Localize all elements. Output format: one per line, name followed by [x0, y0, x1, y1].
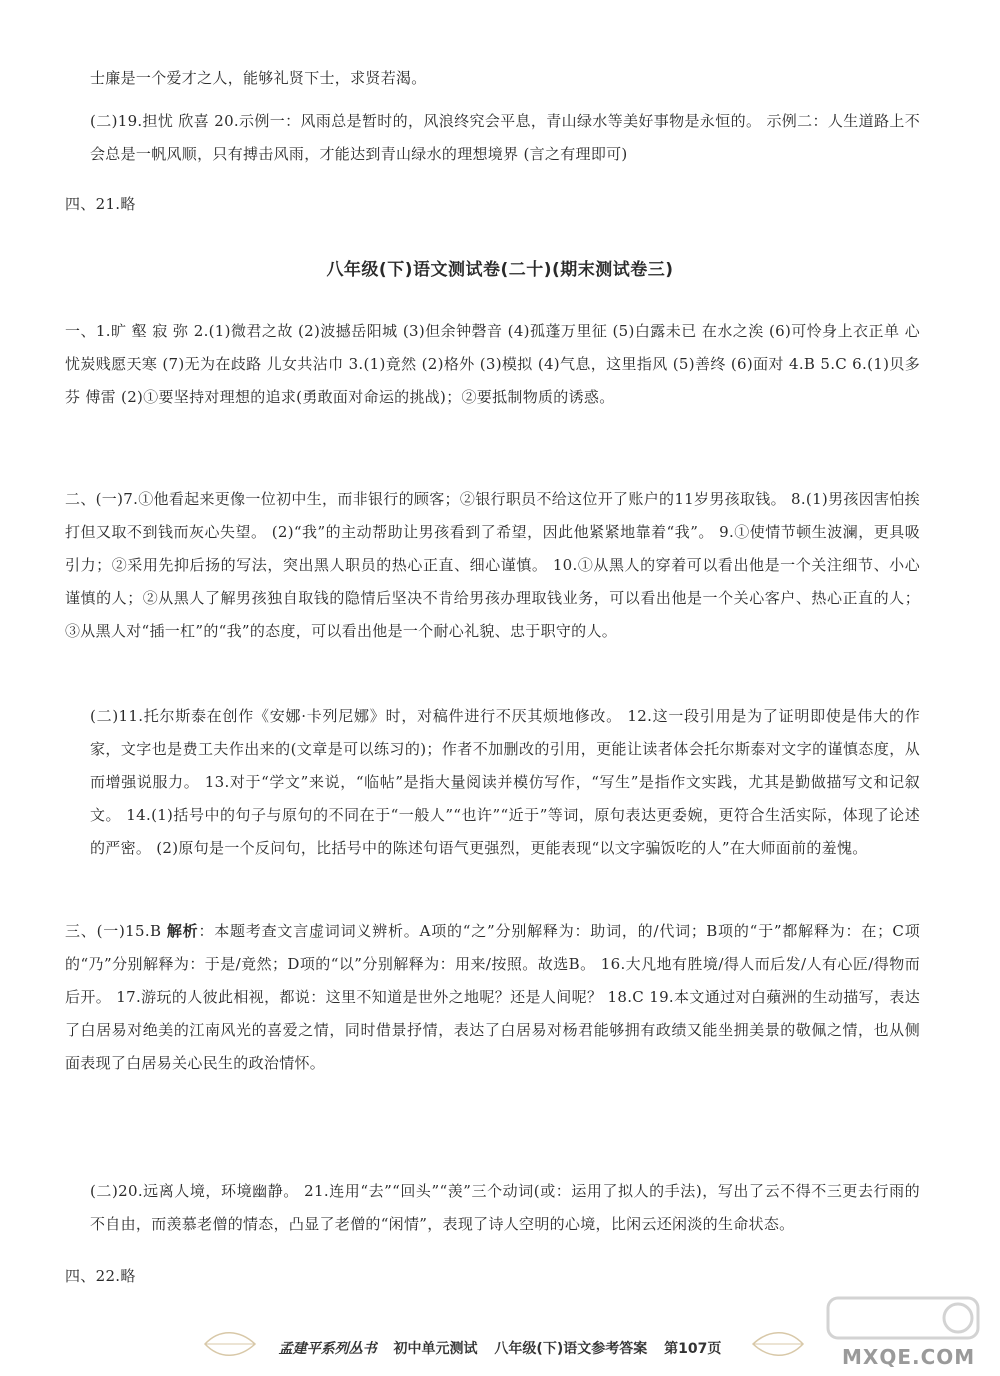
- answer-part-3: [65, 915, 920, 1080]
- footer-page: 第107页: [664, 1341, 722, 1357]
- footer-subject: 八年级(下)语文参考答案: [494, 1341, 648, 1357]
- answer-19-20: (二)19.担忧 欣喜 20.示例一：风雨总是暂时的，风浪终究会平息，青山绿水等美好事物是永恒的。 示例二：人生道路上不会总是一帆风顺，只有搏击风雨，才能达到青山绿水的理想境界 (言之有理即可): [90, 112, 920, 163]
- answer-part-3-text: ：本题考查文言虚词词义辨析。A项的“之”分别解释为：助词，的/代词；B项的“于”都解释为：在；C项的“乃”分别解释为：于是/竟然；D项的“以”分别解释为：用来/按照。故选B。 16.大凡地有胜境/得人而后发/人有心匠/得物而后开。 17.游玩的人彼此相视，都说：这里不知道是世外之地呢？还是人间呢？ 18.C 19.本文通过对白蘋洲的生动描写，表达了白居易对绝美的江南风光的喜爱之情，同时借景抒情，表达了白居易对杨君能够拥有政绩又能坐拥美景的敬佩之情，也从侧面表现了白居易关心民生的政治情怀。: [65, 922, 920, 1072]
- answer-part-2: 二、(一)7.①他看起来更像一位初中生，而非银行的顾客；②银行职员不给这位开了账户的11岁男孩取钱。 8.(1)男孩因害怕挨打但又取不到钱而灰心失望。 (2)“我”的主动帮助让男孩看到了希望，因此他紧紧地靠着“我”。 9.①使情节顿生波澜，更具吸引力；②采用先抑后扬的写法，突出黑人职员的热心正直、细心谨慎。 10.①从黑人的穿着可以看出他是一个关注细节、小心谨慎的人；②从黑人了解男孩独自取钱的隐情后坚决不肯给男孩办理取钱业务，可以看出他是一个关心客户、热心正直的人；③从黑人对“插一杠”的“我”的态度，可以看出他是一个耐心礼貌、忠于职守的人。: [65, 490, 920, 640]
- section-title: 八年级(下)语文测试卷(二十)(期末测试卷三): [326, 260, 674, 280]
- text-shilian: 士廉是一个爱才之人，能够礼贤下士，求贤若渴。: [90, 69, 427, 87]
- answer-part-1: 一、1.旷 壑 寂 弥 2.(1)微君之故 (2)波撼岳阳城 (3)但余钟磬音 (4)孤蓬万里征 (5)白露未已 在水之涘 (6)可怜身上衣正单 心忧炭贱愿天寒 (7)无为在歧路 儿女共沾巾 3.(1)竟然 (2)格外 (3)模拟 (4)气息，这里指风 (5)善终 (6)面对 4.B 5.C 6.(1)贝多芬 傅雷 (2)①要坚持对理想的追求(勇敢面对命运的挑战)；②要抵制物质的诱惑。: [65, 322, 920, 406]
- answer-part-3-lead: 三、(一)15.B: [65, 922, 167, 940]
- footer-book: 初中单元测试: [393, 1341, 478, 1357]
- analysis-label: 解析: [166, 922, 199, 940]
- answer-part-2b: (二)11.托尔斯泰在创作《安娜·卡列尼娜》时，对稿件进行不厌其烦地修改。 12.这一段引用是为了证明即使是伟大的作家，文字也是费工夫作出来的(文章是可以练习的)；作者不加删改的引用，更能让读者体会托尔斯泰对文字的谨慎态度，从而增强说服力。 13.对于“学文”来说，“临帖”是指大量阅读并模仿写作，“写生”是指作文实践，尤其是勤做描写文和记叙文。 14.(1)括号中的句子与原句的不同在于“一般人”“也许”“近于”等词，原句表达更委婉，更符合生活实际，体现了论述的严密。 (2)原句是一个反问句，比括号中的陈述句语气更强烈，更能表现“以文字骗饭吃的人”在大师面前的羞愧。: [90, 707, 920, 857]
- answer-21: 四、21.略: [65, 195, 136, 213]
- footer-series: 孟建平系列丛书: [278, 1341, 377, 1357]
- answer-22: 四、22.略: [65, 1267, 136, 1285]
- watermark-text: MXQE.COM: [842, 1345, 976, 1369]
- answer-part-3b: (二)20.远离人境，环境幽静。 21.连用“去”“回头”“羡”三个动词(或：运用了拟人的手法)，写出了云不得不三更去行雨的不自由，而羡慕老僧的情态，凸显了老僧的“闲情”，表现了诗人空明的心境，比闲云还闲淡的生命状态。: [90, 1182, 920, 1233]
